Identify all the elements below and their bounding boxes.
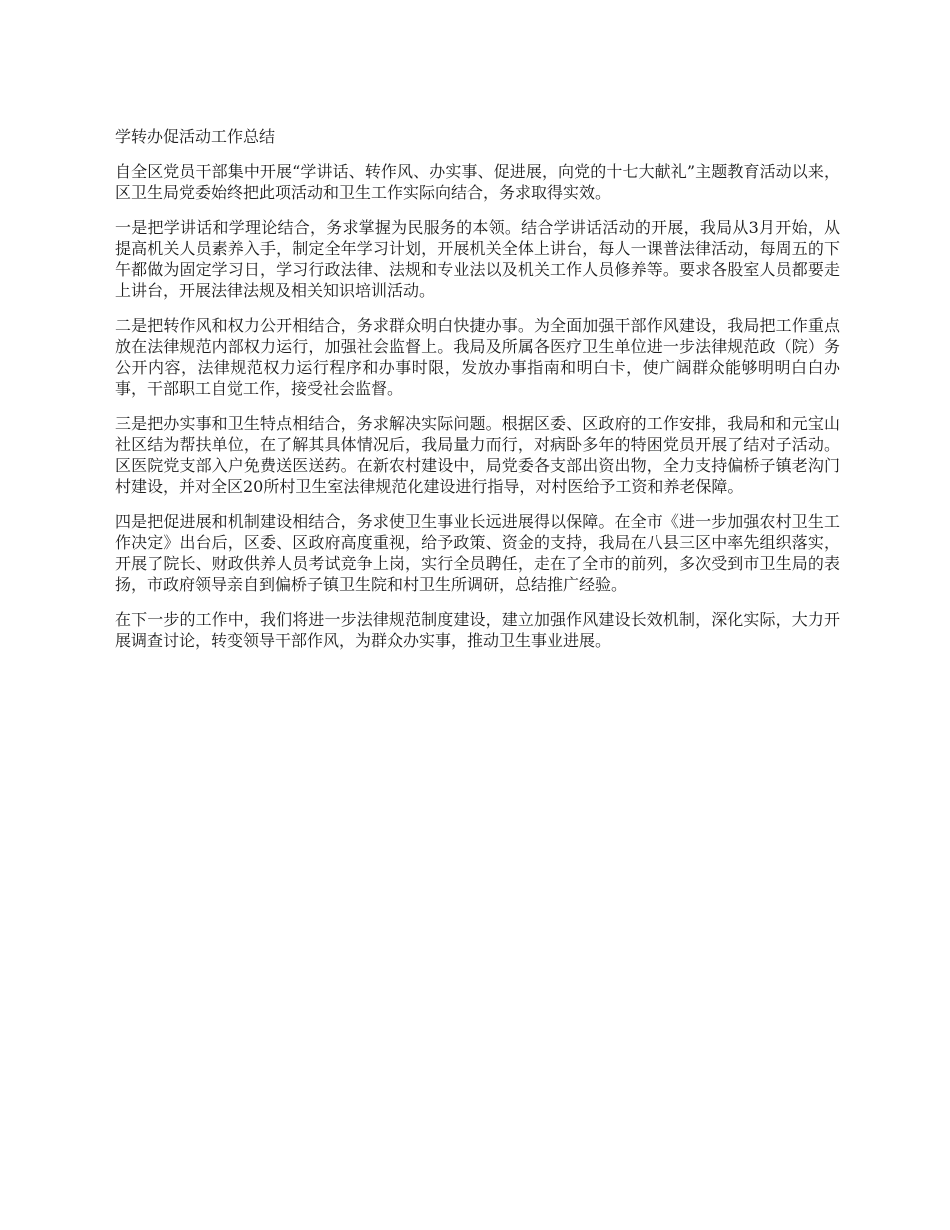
paragraph-style: 二是把转作风和权力公开相结合，务求群众明白快捷办事。为全面加强干部作风建设，我局把工作重点放在法律规范内部权力运行，加强社会监督上。我局及所属各医疗卫生单位进一步法律规范政（院）务公开内容，法律规范权力运行程序和办事时限，发放办事指南和明白卡，使广阔群众能够明明白白办事，干部职工自觉工作，接受社会监督。 — [115, 316, 840, 398]
paragraph-practical: 三是把办实事和卫生特点相结合，务求解决实际问题。根据区委、区政府的工作安排，我局和和元宝山社区结为帮扶单位，在了解其具体情况后，我局量力而行，对病卧多年的特困党员开展了结对子活动。区医院党支部入户免费送医送药。在新农村建设中，局党委各支部出资出物，全力支持偏桥子镇老沟门村建设，并对全区20所村卫生室法律规范化建设进行指导，对村医给予工资和养老保障。 — [115, 414, 840, 496]
paragraph-intro: 自全区党员干部集中开展“学讲话、转作风、办实事、促进展，向党的十七大献礼”主题教育活动以来，区卫生局党委始终把此项活动和卫生工作实际向结合，务求取得实效。 — [115, 162, 840, 202]
paragraph-study: 一是把学讲话和学理论结合，务求掌握为民服务的本领。结合学讲话活动的开展，我局从3月开始，从提高机关人员素养入手，制定全年学习计划，开展机关全体上讲台，每人一课普法律活动，每周五的下午都做为固定学习日，学习行政法律、法规和专业法以及机关工作人员修养等。要求各股室人员都要走上讲台，开展法律法规及相关知识培训活动。 — [115, 218, 840, 300]
paragraph-next-steps: 在下一步的工作中，我们将进一步法律规范制度建设，建立加强作风建设长效机制，深化实际，大力开展调查讨论，转变领导干部作风，为群众办实事，推动卫生事业进展。 — [115, 610, 840, 650]
paragraph-development: 四是把促进展和机制建设相结合，务求使卫生事业长远进展得以保障。在全市《进一步加强农村卫生工作决定》出台后，区委、区政府高度重视，给予政策、资金的支持，我局在八县三区中率先组织落实，开展了院长、财政供养人员考试竞争上岗，实行全员聘任，走在了全市的前列，多次受到市卫生局的表扬，市政府领导亲自到偏桥子镇卫生院和村卫生所调研，总结推广经验。 — [115, 512, 840, 594]
document-title: 学转办促活动工作总结 — [115, 127, 276, 146]
document-body — [115, 126, 840, 665]
